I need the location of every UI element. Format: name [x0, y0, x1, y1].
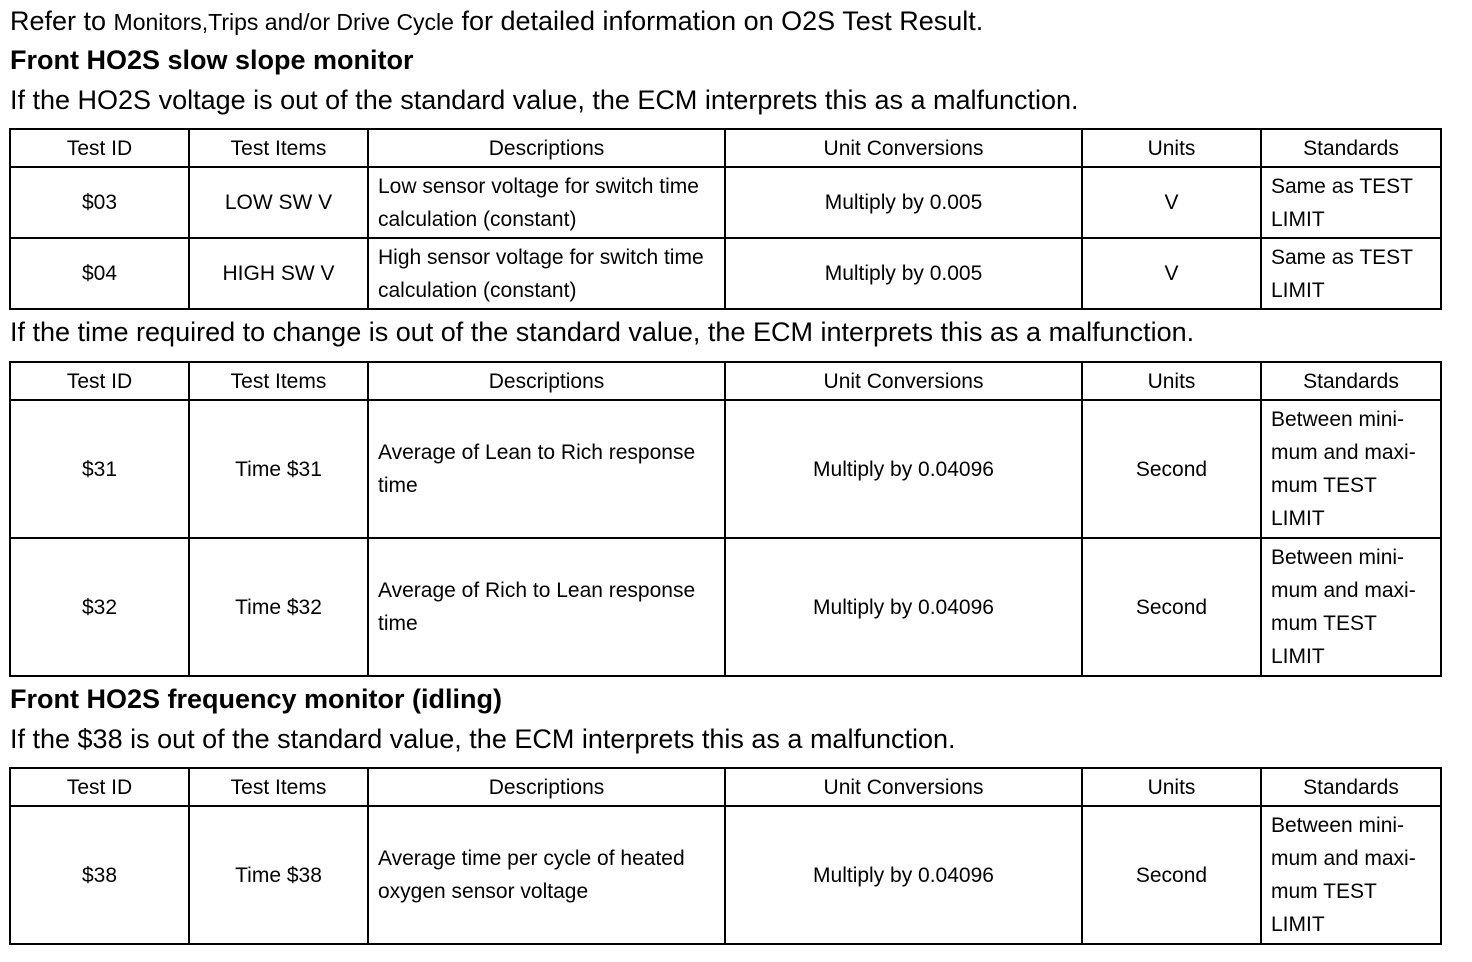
col-header-descriptions: Descriptions [368, 129, 725, 167]
col-header-test-id: Test ID [10, 129, 189, 167]
cell-standard: Same as TEST LIMIT [1261, 167, 1441, 238]
cell-standard: Between mini-mum and maxi-mum TEST LIMIT [1261, 538, 1441, 676]
section2-heading: Front HO2S frequency monitor (idling) [10, 684, 502, 714]
col-header-test-id: Test ID [10, 768, 189, 806]
cell-unit: Second [1082, 400, 1261, 538]
col-header-standards: Standards [1261, 362, 1441, 400]
cell-unit-conversion: Multiply by 0.005 [725, 167, 1082, 238]
col-header-standards: Standards [1261, 768, 1441, 806]
cell-test-item: Time $38 [189, 806, 368, 944]
col-header-unit-conversions: Unit Conversions [725, 129, 1082, 167]
cell-description: Average of Rich to Lean response time [368, 538, 725, 676]
col-header-units: Units [1082, 362, 1261, 400]
cell-description: Average time per cycle of heated oxygen sensor voltage [368, 806, 725, 944]
cell-test-item: LOW SW V [189, 167, 368, 238]
cell-test-id: $31 [10, 400, 189, 538]
cell-description: High sensor voltage for switch time calculation (constant) [368, 238, 725, 309]
cell-test-item: HIGH SW V [189, 238, 368, 309]
cell-test-id: $04 [10, 238, 189, 309]
cell-standard: Same as TEST LIMIT [1261, 238, 1441, 309]
cell-standard: Between mini-mum and maxi-mum TEST LIMIT [1261, 400, 1441, 538]
cell-description: Low sensor voltage for switch time calculation (constant) [368, 167, 725, 238]
table-header-row [10, 129, 1441, 167]
col-header-descriptions: Descriptions [368, 362, 725, 400]
table-response-time [9, 361, 1442, 677]
table-row [10, 400, 1441, 538]
col-header-standards: Standards [1261, 129, 1441, 167]
table-header-row [10, 362, 1441, 400]
table-voltage [9, 128, 1442, 310]
col-header-unit-conversions: Unit Conversions [725, 768, 1082, 806]
table-row [10, 238, 1441, 309]
table-row [10, 538, 1441, 676]
col-header-test-items: Test Items [189, 768, 368, 806]
section1-heading: Front HO2S slow slope monitor [10, 45, 414, 75]
intro-prefix: Refer to [10, 6, 114, 36]
col-header-descriptions: Descriptions [368, 768, 725, 806]
cell-description: Average of Lean to Rich response time [368, 400, 725, 538]
section1-text2: If the time required to change is out of the standard value, the ECM interprets this as a malfunction. [10, 317, 1195, 347]
intro-line [10, 3, 983, 40]
cell-unit: Second [1082, 538, 1261, 676]
table-row [10, 806, 1441, 944]
cell-test-id: $38 [10, 806, 189, 944]
col-header-unit-conversions: Unit Conversions [725, 362, 1082, 400]
table-row [10, 167, 1441, 238]
cell-test-id: $32 [10, 538, 189, 676]
cell-test-item: Time $32 [189, 538, 368, 676]
cell-standard: Between mini-mum and maxi-mum TEST LIMIT [1261, 806, 1441, 944]
cell-unit: Second [1082, 806, 1261, 944]
col-header-test-items: Test Items [189, 129, 368, 167]
col-header-units: Units [1082, 768, 1261, 806]
cell-unit-conversion: Multiply by 0.04096 [725, 806, 1082, 944]
section1-text1: If the HO2S voltage is out of the standard value, the ECM interprets this as a malfunction. [10, 85, 1079, 115]
cell-test-id: $03 [10, 167, 189, 238]
table-frequency [9, 767, 1442, 945]
cell-test-item: Time $31 [189, 400, 368, 538]
intro-link-text: Monitors,Trips and/or Drive Cycle [113, 9, 454, 35]
intro-suffix: for detailed information on O2S Test Result. [453, 6, 984, 36]
cell-unit-conversion: Multiply by 0.005 [725, 238, 1082, 309]
cell-unit: V [1082, 167, 1261, 238]
col-header-test-items: Test Items [189, 362, 368, 400]
col-header-test-id: Test ID [10, 362, 189, 400]
cell-unit-conversion: Multiply by 0.04096 [725, 400, 1082, 538]
cell-unit: V [1082, 238, 1261, 309]
section2-text: If the $38 is out of the standard value, the ECM interprets this as a malfunction. [10, 724, 956, 754]
cell-unit-conversion: Multiply by 0.04096 [725, 538, 1082, 676]
col-header-units: Units [1082, 129, 1261, 167]
table-header-row [10, 768, 1441, 806]
